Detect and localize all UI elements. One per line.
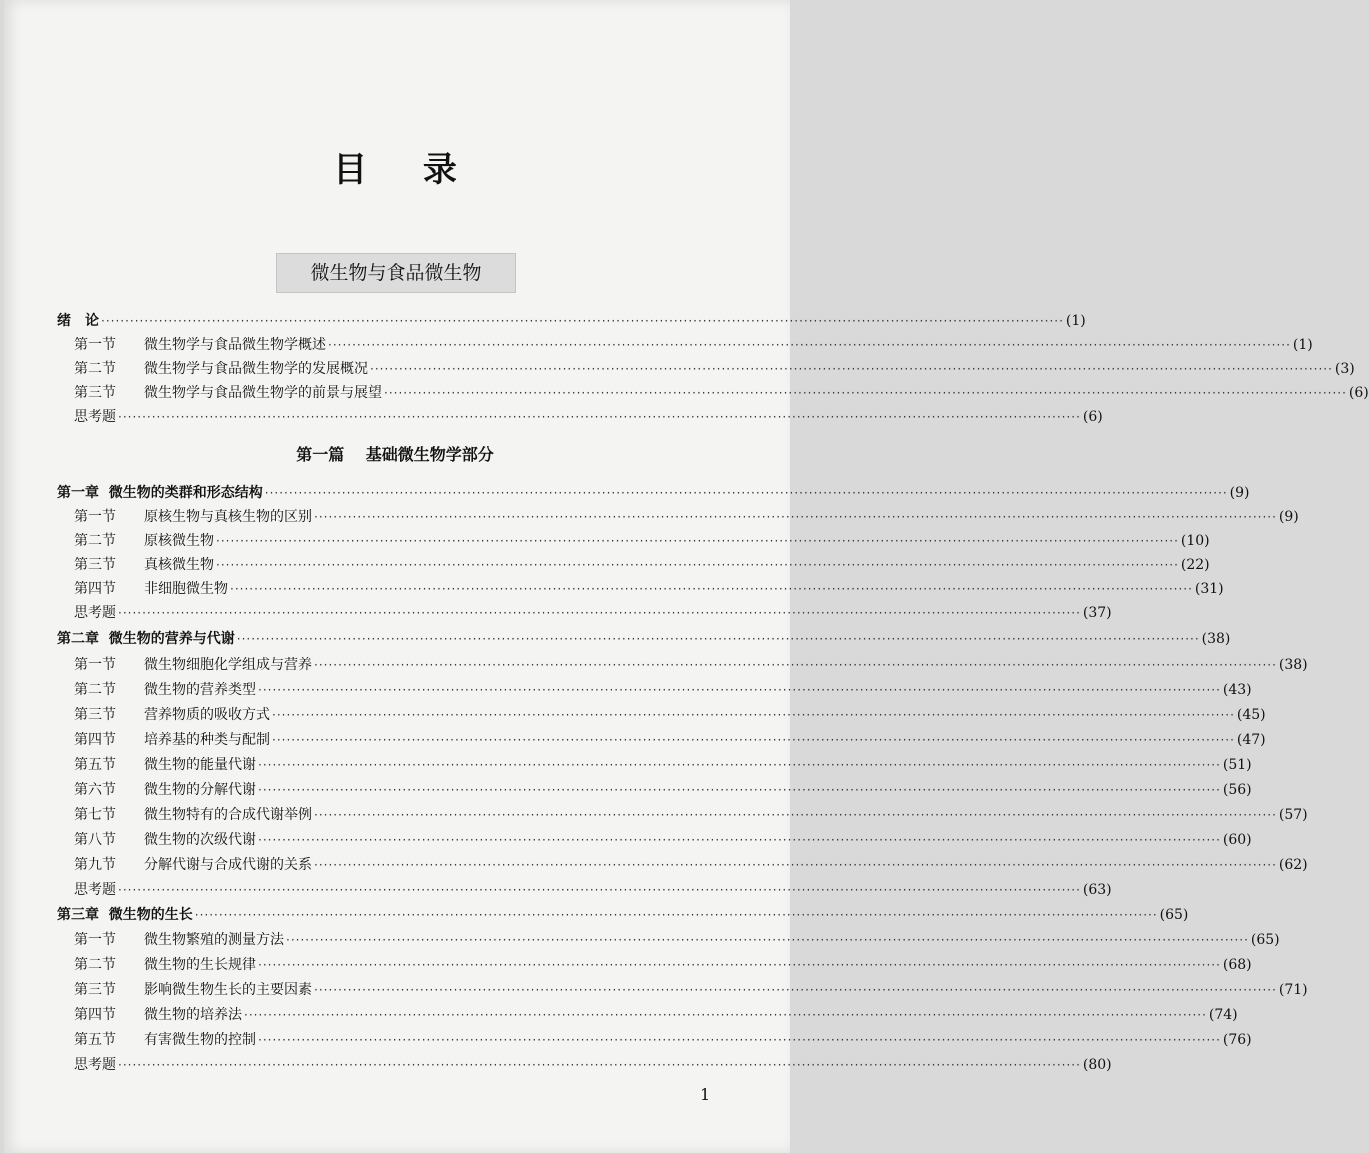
toc-section[interactable] [74, 854, 1308, 878]
toc-page: (74) [1208, 1007, 1238, 1023]
leader-dots: ········································································································································································································ [258, 958, 1221, 972]
leader-dots: ········································································································································································································ [258, 758, 1221, 772]
leader-dots: ········································································································································································································ [258, 683, 1221, 697]
toc-questions[interactable] [74, 879, 1112, 903]
part-title: 基础微生物学部分 [365, 445, 494, 464]
leader-dots: ········································································································································································································ [264, 486, 1228, 500]
section-title: 微生物的能量代谢 [144, 757, 256, 773]
leader-dots: ········································································································································································································ [118, 1058, 1081, 1072]
chapter-num: 第三章 [57, 907, 99, 923]
section-title: 分解代谢与合成代谢的关系 [144, 857, 312, 873]
toc-section[interactable] [74, 358, 1355, 382]
section-num: 第八节 [74, 832, 116, 848]
leader-dots: ········································································································································································································ [216, 558, 1179, 572]
questions-label: 思考题 [74, 409, 116, 425]
toc-section[interactable] [74, 578, 1224, 602]
toc-questions[interactable] [74, 406, 1103, 430]
toc-page: (1) [1065, 313, 1086, 329]
toc-page: (63) [1082, 882, 1112, 898]
leader-dots: ········································································································································································································ [314, 510, 1277, 524]
toc-page: (45) [1236, 707, 1266, 723]
toc-section[interactable] [74, 382, 1369, 406]
leader-dots: ········································································································································································································ [272, 708, 1235, 722]
toc-section[interactable] [74, 506, 1299, 530]
chapter-num: 第二章 [57, 631, 99, 647]
section-title: 培养基的种类与配制 [144, 732, 270, 748]
toc-page: (3) [1334, 361, 1355, 377]
toc-page: (47) [1236, 732, 1266, 748]
questions-label: 思考题 [74, 882, 116, 898]
section-title: 真核微生物 [144, 557, 214, 573]
toc-chapter-intro[interactable] [57, 310, 1086, 334]
toc-section[interactable] [74, 554, 1210, 578]
leader-dots: ········································································································································································································ [258, 1033, 1221, 1047]
toc-section[interactable] [74, 929, 1280, 953]
section-num: 第九节 [74, 857, 116, 873]
toc-section[interactable] [74, 1004, 1238, 1028]
page-number: 1 [700, 1085, 711, 1104]
toc-page: (57) [1278, 807, 1308, 823]
toc-section[interactable] [74, 954, 1252, 978]
title-char-1: 目 [333, 150, 368, 190]
title-char-2: 录 [422, 150, 457, 190]
toc-page: (76) [1222, 1032, 1252, 1048]
section-banner: 微生物与食品微生物 [276, 253, 516, 293]
leader-dots: ········································································································································································································ [328, 338, 1291, 352]
toc-page: (51) [1222, 757, 1252, 773]
section-title: 影响微生物生长的主要因素 [144, 982, 312, 998]
toc-page: (38) [1201, 631, 1231, 647]
toc-section[interactable] [74, 779, 1252, 803]
toc-section[interactable] [74, 829, 1252, 853]
section-num: 第七节 [74, 807, 116, 823]
leader-dots: ········································································································································································································ [236, 632, 1200, 646]
section-title: 微生物的生长规律 [144, 957, 256, 973]
section-num: 第六节 [74, 782, 116, 798]
toc-page: (37) [1082, 605, 1112, 621]
section-num: 第四节 [74, 732, 116, 748]
chapter-num: 第一章 [57, 485, 99, 501]
section-num: 第四节 [74, 581, 116, 597]
toc-section[interactable] [74, 979, 1308, 1003]
leader-dots: ········································································································································································································ [194, 908, 1158, 922]
section-title: 微生物学与食品微生物学的发展概况 [144, 361, 368, 377]
section-num: 第一节 [74, 337, 116, 353]
section-title: 微生物繁殖的测量方法 [144, 932, 284, 948]
part-heading [0, 442, 790, 465]
part-num: 第一篇 [296, 445, 345, 464]
toc-section[interactable] [74, 804, 1308, 828]
leader-dots: ········································································································································································································ [314, 658, 1277, 672]
section-title: 原核微生物 [144, 533, 214, 549]
toc-section[interactable] [74, 754, 1252, 778]
toc-section[interactable] [74, 679, 1252, 703]
section-num: 第三节 [74, 557, 116, 573]
leader-dots: ········································································································································································································ [118, 883, 1081, 897]
toc-page: (43) [1222, 682, 1252, 698]
leader-dots: ········································································································································································································ [314, 983, 1277, 997]
section-num: 第一节 [74, 932, 116, 948]
chapter-title: 微生物的营养与代谢 [108, 631, 235, 647]
section-title: 微生物的培养法 [144, 1007, 242, 1023]
questions-label: 思考题 [74, 1057, 116, 1073]
toc-page: (68) [1222, 957, 1252, 973]
section-num: 第三节 [74, 707, 116, 723]
toc-questions[interactable] [74, 602, 1112, 626]
section-num: 第四节 [74, 1007, 116, 1023]
leader-dots: ········································································································································································································ [258, 783, 1221, 797]
toc-page: (80) [1082, 1057, 1112, 1073]
leader-dots: ········································································································································································································ [118, 606, 1081, 620]
leader-dots: ········································································································································································································ [286, 933, 1249, 947]
toc-chapter-label: 绪 论 [57, 313, 99, 329]
chapter-title: 微生物的类群和形态结构 [108, 485, 263, 501]
section-num: 第一节 [74, 657, 116, 673]
toc-page: (60) [1222, 832, 1252, 848]
leader-dots: ········································································································································································································ [244, 1008, 1207, 1022]
toc-page: (9) [1229, 485, 1250, 501]
toc-page: (22) [1180, 557, 1210, 573]
leader-dots: ········································································································································································································ [314, 808, 1277, 822]
toc-page: (6) [1082, 409, 1103, 425]
section-title: 微生物的次级代谢 [144, 832, 256, 848]
section-num: 第二节 [74, 957, 116, 973]
leader-dots: ········································································································································································································ [118, 410, 1081, 424]
leader-dots: ········································································································································································································ [314, 858, 1277, 872]
toc-section[interactable] [74, 1029, 1252, 1053]
toc-page: (9) [1278, 509, 1299, 525]
section-num: 第二节 [74, 533, 116, 549]
toc-page: (56) [1222, 782, 1252, 798]
section-num: 第二节 [74, 682, 116, 698]
leader-dots: ········································································································································································································ [272, 733, 1235, 747]
leader-dots: ········································································································································································································ [384, 386, 1347, 400]
section-title: 有害微生物的控制 [144, 1032, 256, 1048]
toc-page: (1) [1292, 337, 1313, 353]
toc-chapter-2[interactable] [57, 628, 1231, 652]
section-num: 第二节 [74, 361, 116, 377]
toc-questions[interactable] [74, 1054, 1112, 1078]
toc-page: (6) [1348, 385, 1369, 401]
toc-section[interactable] [74, 704, 1266, 728]
toc-page: (38) [1278, 657, 1308, 673]
toc-page: (71) [1278, 982, 1308, 998]
chapter-title: 微生物的生长 [108, 907, 193, 923]
section-num: 第三节 [74, 385, 116, 401]
toc-page: (10) [1180, 533, 1210, 549]
section-title: 微生物学与食品微生物学的前景与展望 [144, 385, 382, 401]
section-title: 微生物学与食品微生物学概述 [144, 337, 326, 353]
leader-dots: ········································································································································································································ [216, 534, 1179, 548]
toc-page: (65) [1250, 932, 1280, 948]
leader-dots: ········································································································································································································ [258, 833, 1221, 847]
section-title: 微生物特有的合成代谢举例 [144, 807, 312, 823]
toc-page: (62) [1278, 857, 1308, 873]
toc-page: (31) [1194, 581, 1224, 597]
leader-dots: ········································································································································································································ [101, 314, 1064, 328]
section-title: 非细胞微生物 [144, 581, 228, 597]
toc-section[interactable] [74, 729, 1266, 753]
section-title: 微生物的营养类型 [144, 682, 256, 698]
page-title [0, 142, 790, 191]
section-title: 原核生物与真核生物的区别 [144, 509, 312, 525]
toc-chapter-3[interactable] [57, 904, 1189, 928]
section-num: 第一节 [74, 509, 116, 525]
toc-section[interactable] [74, 530, 1210, 554]
section-num: 第五节 [74, 1032, 116, 1048]
toc-section[interactable] [74, 334, 1313, 358]
leader-dots: ········································································································································································································ [370, 362, 1333, 376]
section-num: 第三节 [74, 982, 116, 998]
section-title: 微生物细胞化学组成与营养 [144, 657, 312, 673]
section-title: 微生物的分解代谢 [144, 782, 256, 798]
section-num: 第五节 [74, 757, 116, 773]
toc-page: (65) [1159, 907, 1189, 923]
toc-chapter-1[interactable] [57, 482, 1250, 506]
section-title: 营养物质的吸收方式 [144, 707, 270, 723]
leader-dots: ········································································································································································································ [230, 582, 1193, 596]
toc-section[interactable] [74, 654, 1308, 678]
questions-label: 思考题 [74, 605, 116, 621]
